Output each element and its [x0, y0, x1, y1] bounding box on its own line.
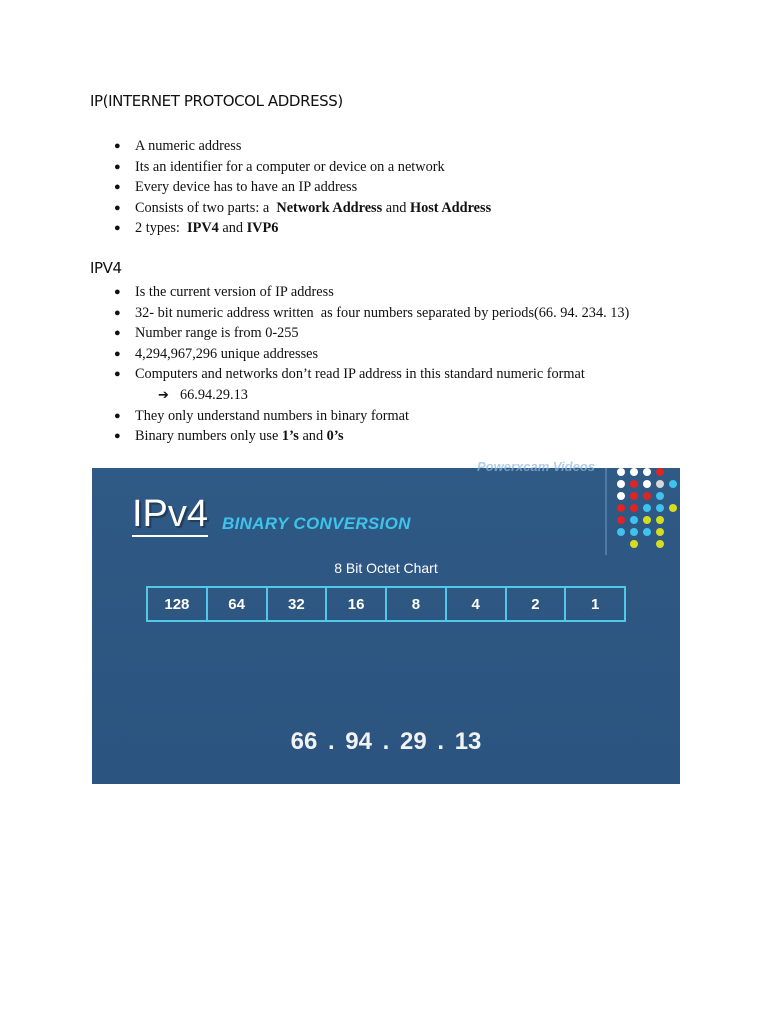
bullet-dot-icon: ● [114, 306, 121, 319]
ipv4-slide-image [92, 459, 680, 784]
list-item: ● Is the current version of IP address [114, 284, 334, 300]
list-item: ● Binary numbers only use 1’s and 0’s [114, 428, 344, 445]
bullet-dot-icon: ● [114, 368, 121, 381]
octet-cell: 128 [148, 588, 208, 620]
bullet-dot-icon: ● [114, 222, 121, 235]
octet-cell: 16 [327, 588, 387, 620]
decorative-dots-icon [612, 468, 680, 548]
sub-list-item: ➔ 66.94.29.13 [90, 385, 629, 406]
ip-address-display: 66 . 94 . 29 . 13 [290, 728, 482, 755]
octet-cell: 2 [507, 588, 567, 620]
list-item: ● A numeric address [114, 138, 242, 154]
list-item: ● They only understand numbers in binary format [114, 407, 409, 424]
list-item: ● Number range is from 0-255 [114, 325, 299, 342]
octet-chart-title: 8 Bit Octet Chart [334, 560, 438, 576]
bullet-dot-icon: ● [114, 347, 121, 360]
slide-divider-line [605, 468, 607, 555]
octet-cell: 64 [208, 588, 268, 620]
list-item: ● Its an identifier for a computer or device on a network [114, 158, 445, 175]
section-title-ipv4: IPV4 [90, 259, 122, 277]
octet-cell: 1 [590, 595, 600, 613]
list-item: ● Consists of two parts: a Network Address and Host Address [114, 199, 492, 216]
bullet-dot-icon: ● [114, 327, 121, 340]
list-item: ● Every device has to have an IP address [114, 179, 358, 196]
bullet-dot-icon: ● [114, 181, 121, 194]
bullet-dot-icon: ● [114, 430, 121, 443]
bullet-dot-icon: ● [114, 140, 121, 152]
octet-cell: 4 [447, 588, 507, 620]
right-arrow-icon: ➔ [158, 387, 169, 403]
octet-chart-table [146, 586, 626, 622]
binary-conversion-title: BINARY CONVERSION [222, 514, 411, 533]
list-item: ● 32- bit numeric address written as four numbers separated by periods(66. 94. 234. 13) [114, 304, 630, 321]
bullet-dot-icon: ● [114, 286, 121, 298]
bullet-dot-icon: ● [114, 409, 121, 422]
octet-cell: 8 [387, 588, 447, 620]
list-item: ● 4,294,967,296 unique addresses [114, 345, 319, 362]
bullet-dot-icon: ● [114, 160, 121, 173]
octet-cell: 32 [268, 588, 328, 620]
ipv4-bullet-list [90, 282, 629, 447]
bullet-dot-icon: ● [114, 201, 121, 214]
ipv4-logo-text: IPv4 [132, 493, 209, 535]
slide-watermark: Powerxcam Videos [477, 459, 596, 474]
list-item: ● Computers and networks don’t read IP address in this standard numeric format [114, 366, 585, 383]
ip-bullet-list [90, 136, 491, 239]
list-item: ● 2 types: IPV4 and IVP6 [114, 220, 279, 237]
section-title-ip: IP(INTERNET PROTOCOL ADDRESS) [90, 92, 343, 110]
